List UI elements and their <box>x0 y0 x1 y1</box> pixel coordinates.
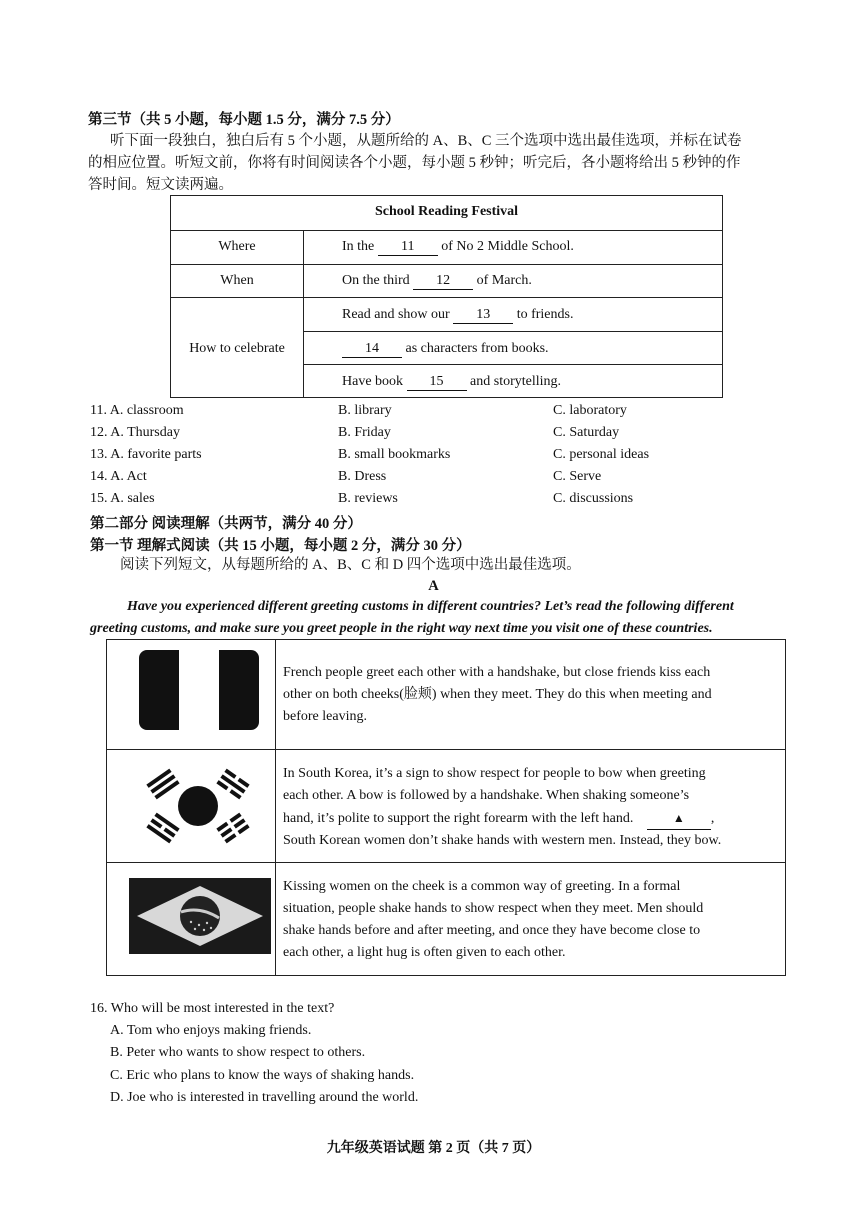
option-11a: 11. A. classroom <box>90 403 184 418</box>
france-greeting-text: French people greet each other with a handshake, but close friends kiss each other on both cheeks(脸颊) when they meet. They do this when meeting and before leaving. <box>283 665 712 724</box>
south-korea-flag-icon <box>143 764 253 848</box>
blank-13: 13 <box>453 307 513 324</box>
option-12c: C. Saturday <box>553 425 620 440</box>
section3-instruction-line1: 听下面一段独白，独白后有 5 个小题，从题所给的 A、B、C 三个选项中选出最佳选项，并标在试卷 <box>110 133 742 149</box>
question-16-option-a: A. Tom who enjoys making friends. <box>110 1023 312 1038</box>
question-16-option-b: B. Peter who wants to show respect to others. <box>110 1045 366 1060</box>
section3-instruction-line2: 的相应位置。听短文前，你将有时间阅读各个小题，每小题 5 秒钟；听完后，各小题将给出 5 秒钟的作 <box>88 155 741 171</box>
option-15a: 15. A. sales <box>90 491 155 506</box>
option-13a: 13. A. favorite parts <box>90 447 202 462</box>
part2-instruction: 阅读下列短文，从每题所给的 A、B、C 和 D 四个选项中选出最佳选项。 <box>120 557 581 573</box>
option-15c: C. discussions <box>553 491 634 506</box>
passage-letter: A <box>428 578 439 594</box>
question-16-stem: 16. Who will be most interested in the text? <box>90 1001 335 1016</box>
how-row-1: Read and show our 13 to friends. <box>342 307 574 322</box>
france-flag-icon <box>139 650 259 730</box>
blank-12: 12 <box>413 273 473 290</box>
option-14a: 14. A. Act <box>90 469 147 484</box>
greeting-table <box>106 639 786 976</box>
option-14c: C. Serve <box>553 469 602 484</box>
option-15b: B. reviews <box>338 491 398 506</box>
blank-triangle-marker: ▲ <box>647 807 711 830</box>
section3-instruction-line3: 答时间。短文读两遍。 <box>88 177 233 193</box>
brazil-flag-icon <box>129 878 271 954</box>
passage-intro-line2: greeting customs, and make sure you greet people in the right way next time you visit one of these countries. <box>90 621 713 636</box>
when-row: On the third 12 of March. <box>342 273 532 288</box>
how-row-2: 14 as characters from books. <box>342 341 549 358</box>
page-footer: 九年级英语试题 第 2 页（共 7 页） <box>326 1141 541 1156</box>
option-12b: B. Friday <box>338 425 391 440</box>
blank-11: 11 <box>378 239 438 256</box>
brazil-greeting-text: Kissing women on the cheek is a common way of greeting. In a formal situation, people shake hands to show respect when they meet. Men should shake hands before and after meeting, and once they have become close to each other, a light hug is often given to each other. <box>283 879 704 960</box>
where-label: Where <box>218 239 256 254</box>
option-13c: C. personal ideas <box>553 447 650 462</box>
festival-table <box>170 195 723 398</box>
passage-intro-line1: Have you experienced different greeting customs in different countries? Let’s read the following different <box>127 599 734 614</box>
when-label: When <box>220 273 254 288</box>
question-16-option-c: C. Eric who plans to know the ways of shaking hands. <box>110 1068 415 1083</box>
korea-greeting-text: In South Korea, it’s a sign to show respect for people to bow when greeting each other. A bow is followed by a handshake. When shaking someone’s hand, it’s polite to support the right forearm with the left hand. ▲ , South Korean women don’t shake hands with western men. Instead, they bow. <box>283 766 722 848</box>
blank-14: 14 <box>342 341 402 358</box>
section3-heading: 第三节（共 5 小题，每小题 1.5 分，满分 7.5 分） <box>88 112 400 128</box>
question-16-option-d: D. Joe who is interested in travelling around the world. <box>110 1090 419 1105</box>
how-label: How to celebrate <box>189 341 285 356</box>
where-row: In the 11 of No 2 Middle School. <box>342 239 574 254</box>
option-13b: B. small bookmarks <box>338 447 451 462</box>
option-14b: B. Dress <box>338 469 387 484</box>
part2-sub-heading: 第一节 理解式阅读（共 15 小题，每小题 2 分，满分 30 分） <box>90 538 471 554</box>
option-11b: B. library <box>338 403 392 418</box>
blank-15: 15 <box>407 374 467 391</box>
festival-table-title: School Reading Festival <box>374 204 519 219</box>
part2-heading: 第二部分 阅读理解（共两节，满分 40 分） <box>90 516 362 532</box>
how-row-3: Have book 15 and storytelling. <box>342 374 562 389</box>
option-11c: C. laboratory <box>553 403 627 418</box>
option-12a: 12. A. Thursday <box>90 425 180 440</box>
